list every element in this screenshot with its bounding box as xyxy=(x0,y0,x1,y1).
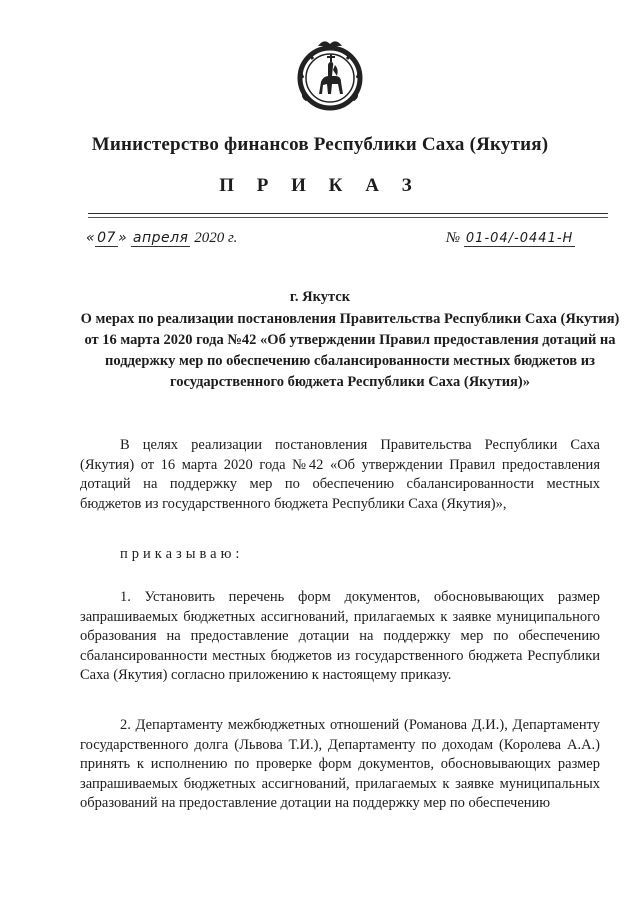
number-value: 01-04/-0441-Н xyxy=(465,231,574,246)
order-item-2: 2. Департаменту межбюджетных отношений (Романова Д.И.), Департаменту государственного долга (Львова Т.И.), Департаменту по доходам (Королева А.А.) принять к исполнению по проверке форм документов, обосновывающих размер запрашиваемых бюджетных ассигнований, прилагаемых к заявке муниципальных образований на предоставление дотации на поддержку мер по обеспечению xyxy=(80,717,600,811)
order-date xyxy=(86,230,237,247)
date-day: 07 xyxy=(97,230,116,246)
order-word: приказываю: xyxy=(120,546,244,562)
coat-of-arms-icon xyxy=(291,36,369,116)
preamble-paragraph: В целях реализации постановления Правительства Республики Саха (Якутия) от 16 марта 2020 года №42 «Об утверждении Правил предоставления дотаций на поддержку мер по обеспечению сбалансированности местных бюджетов из государственного бюджета Республики Саха (Якутия)», xyxy=(80,437,600,512)
header-divider-thin xyxy=(88,217,608,218)
order-subject: О мерах по реализации постановления Правительства Республики Саха (Якутия) от 16 марта 2020 года №42 «Об утверждении Правил предоставления дотаций на поддержку мер по обеспечению сбалансированности местных бюджетов из государственного бюджета Республики Саха (Якутия)» xyxy=(80,311,620,390)
document-type: П Р И К А З xyxy=(219,175,421,196)
header-divider xyxy=(88,213,608,214)
date-month: апреля xyxy=(132,230,189,246)
order-number xyxy=(446,230,575,247)
order-item-1: 1. Установить перечень форм документов, обосновывающих размер запрашиваемых бюджетных ассигнований, прилагаемых к заявке муниципального образования на предоставление дотации на поддержку мер по обеспечению сбалансированности местных бюджетов из государственного бюджета Республики Саха (Якутия) согласно приложению к настоящему приказу. xyxy=(80,589,600,683)
date-open-quote: « xyxy=(86,230,96,246)
date-year: 2020 г. xyxy=(194,230,238,246)
city: г. Якутск xyxy=(289,289,351,305)
number-prefix: № xyxy=(446,230,461,246)
ministry-name: Министерство финансов Республики Саха (Якутия) xyxy=(91,134,549,155)
date-close-quote: » xyxy=(117,230,128,246)
